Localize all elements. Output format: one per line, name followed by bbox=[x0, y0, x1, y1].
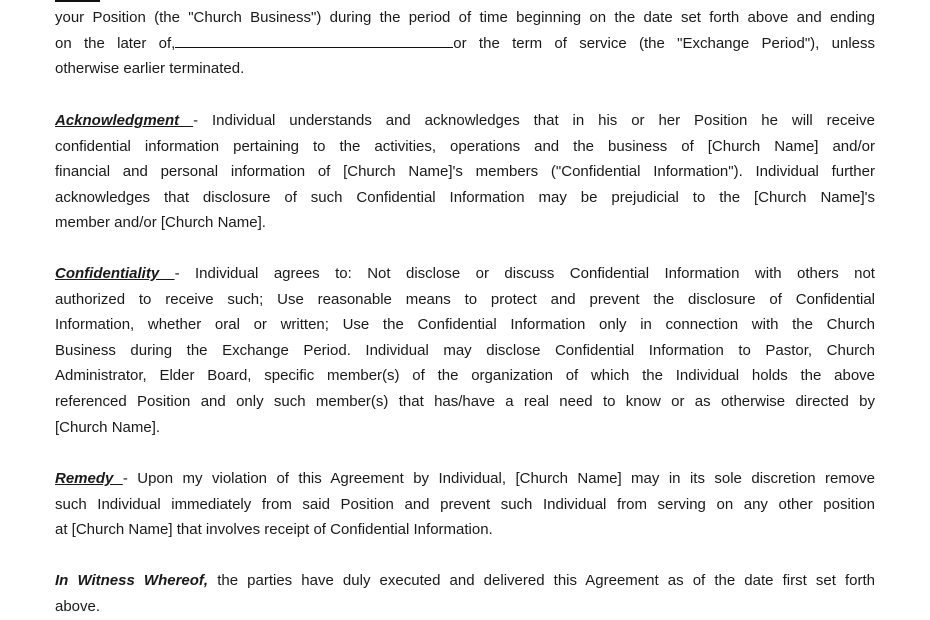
text-line: In Witness Whereof, the parties have duly executed and delivered this Agreement as of the date first set forth bbox=[55, 572, 875, 589]
text-line: acknowledges that disclosure of such Confidential Information may be prejudicial to the [Church Name]'s bbox=[55, 188, 875, 206]
section-heading-confidentiality: Confidentiality bbox=[55, 265, 175, 282]
remedy-paragraph bbox=[55, 466, 875, 543]
text-line: member and/or [Church Name]. bbox=[55, 214, 266, 232]
text-line: financial and personal information of [Church Name]'s members ("Confidential Information"). Individual further bbox=[55, 163, 875, 181]
section-heading-remedy: Remedy bbox=[55, 470, 123, 487]
text-line: confidential information pertaining to the activities, operations and the business of [Church Name] and/or bbox=[55, 137, 875, 155]
text-line: Information, whether oral or written; Use the Confidential Information only in connection with the Church bbox=[55, 316, 875, 334]
fill-in-blank-field[interactable] bbox=[175, 33, 453, 48]
text-line: Business during the Exchange Period. Individual may disclose Confidential Information to Pastor, Church bbox=[55, 341, 875, 359]
text-line: Confidentiality - Individual agrees to: Not disclose or discuss Confidential Information with others not bbox=[55, 265, 875, 282]
text-line: on the later of, or the term of service (the "Exchange Period"), unless bbox=[55, 34, 875, 52]
text-line: Remedy - Upon my violation of this Agreement by Individual, [Church Name] may in its sole discretion remove bbox=[55, 470, 876, 487]
text-line: [Church Name]. bbox=[55, 418, 161, 436]
section-heading-acknowledgment: Acknowledgment bbox=[55, 112, 194, 129]
intro-paragraph bbox=[55, 5, 875, 82]
text-line: your Position (the "Church Business") during the period of time beginning on the date set forth above and ending bbox=[55, 9, 875, 26]
section-heading-witness: In Witness Whereof, bbox=[55, 572, 209, 589]
text-line: Acknowledgment - Individual understands and acknowledges that in his or her Position he will receive bbox=[55, 112, 875, 129]
acknowledgment-paragraph bbox=[55, 108, 875, 236]
clipped-heading-fragment bbox=[55, 0, 100, 2]
text-line: at [Church Name] that involves receipt of Confidential Information. bbox=[55, 521, 493, 539]
text-line: authorized to receive such; Use reasonable means to protect and prevent the disclosure of Confidential bbox=[55, 290, 875, 308]
text-line: referenced Position and only such member(s) that has/have a real need to know or as otherwise directed by bbox=[55, 392, 875, 410]
text-line: such Individual immediately from said Position and prevent such Individual from serving on any other position bbox=[55, 495, 875, 513]
confidentiality-paragraph bbox=[55, 261, 875, 440]
witness-paragraph bbox=[55, 568, 875, 619]
text-line: Administrator, Elder Board, specific member(s) of the organization of which the Individual holds the above bbox=[55, 367, 875, 385]
text-line: otherwise earlier terminated. bbox=[55, 60, 245, 78]
text-line: above. bbox=[55, 597, 101, 615]
